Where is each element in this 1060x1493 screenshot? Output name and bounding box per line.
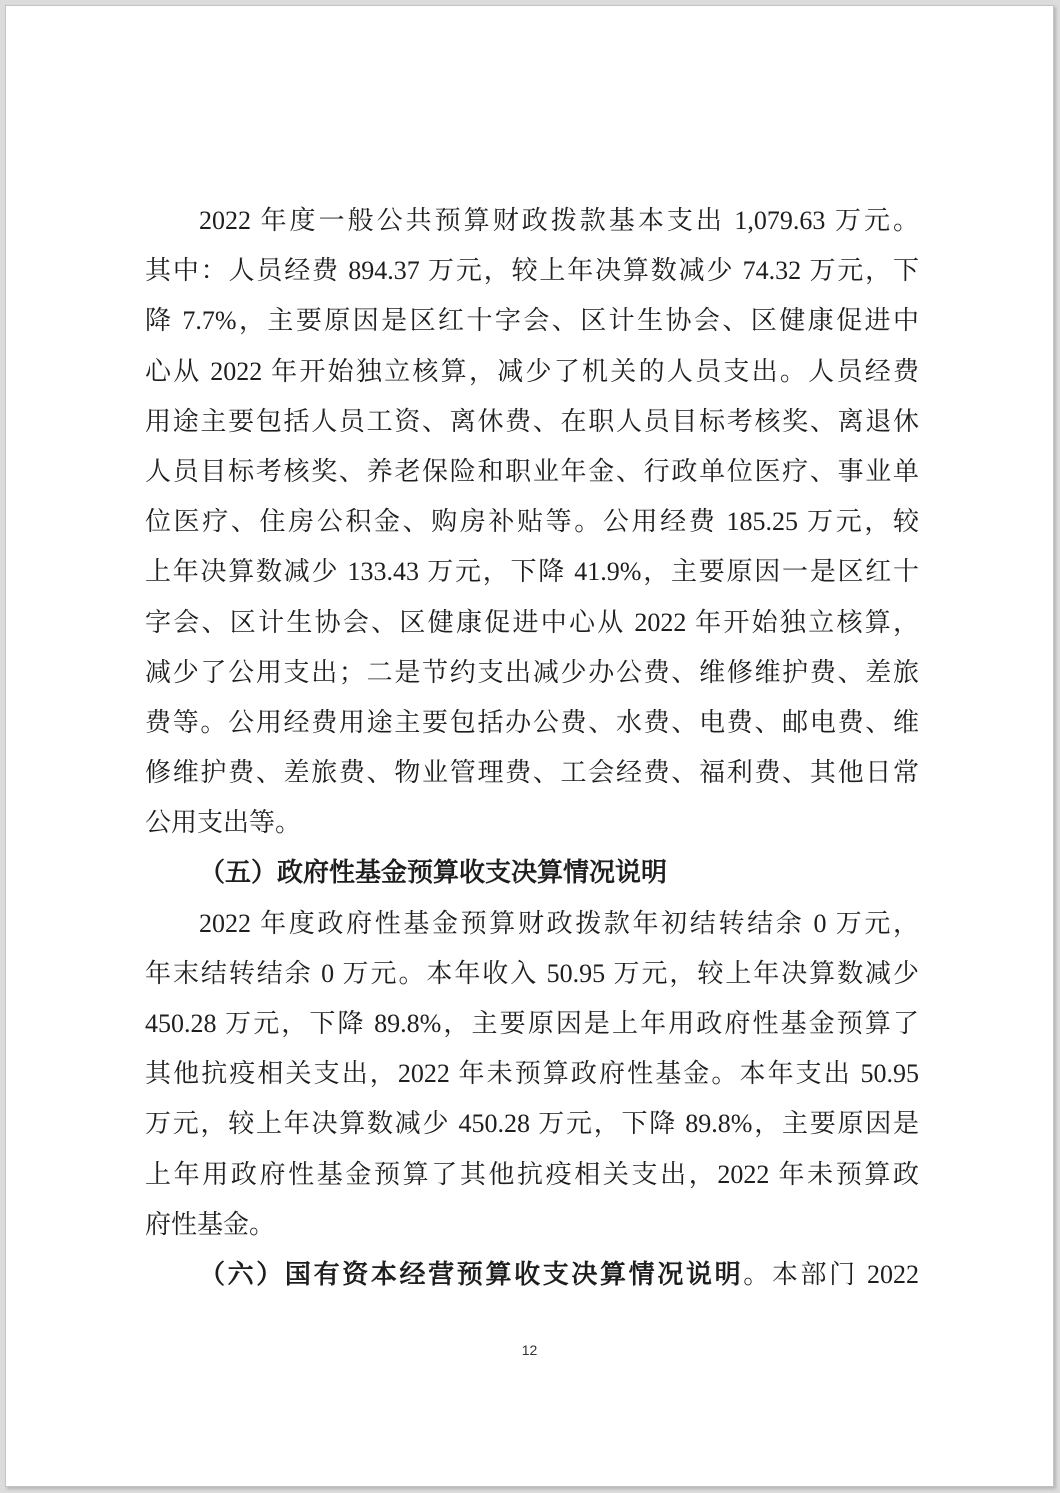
body-line: 万元，较上年决算数减少 450.28 万元，下降 89.8%，主要原因是 — [145, 1109, 919, 1139]
body-line: 2022 年度政府性基金预算财政拨款年初结转结余 0 万元， — [199, 908, 919, 938]
body-line: 心从 2022 年开始独立核算，减少了机关的人员支出。人员经费 — [145, 356, 919, 386]
body-line: 位医疗、住房公积金、购房补贴等。公用经费 185.25 万元，较 — [145, 507, 919, 537]
document-body — [145, 196, 919, 1300]
paragraph-government-fund — [145, 899, 919, 1250]
section-heading-government-fund: （五）政府性基金预算收支决算情况说明 — [199, 858, 668, 888]
body-line: 人员目标考核奖、养老保险和职业年金、行政单位医疗、事业单 — [145, 456, 919, 486]
body-line: 府性基金。 — [145, 1209, 276, 1239]
body-line: 字会、区计生协会、区健康促进中心从 2022 年开始独立核算， — [145, 607, 919, 637]
body-line: 费等。公用经费用途主要包括办公费、水费、电费、邮电费、维 — [145, 707, 919, 737]
body-line: 上年决算数减少 133.43 万元，下降 41.9%，主要原因一是区红十 — [145, 557, 919, 587]
body-line: 公用支出等。 — [145, 808, 302, 838]
page-number: 12 — [521, 1342, 538, 1358]
body-line: 降 7.7%，主要原因是区红十字会、区计生协会、区健康促进中 — [145, 306, 919, 336]
body-line: 用途主要包括人员工资、离休费、在职人员目标考核奖、离退休 — [145, 406, 919, 436]
body-line: 年末结转结余 0 万元。本年收入 50.95 万元，较上年决算数减少 — [145, 958, 919, 988]
document-page — [5, 5, 1054, 1487]
body-line: 2022 年度一般公共预算财政拨款基本支出 1,079.63 万元。 — [199, 206, 919, 235]
section-heading-state-capital — [145, 1250, 919, 1300]
body-line: 其他抗疫相关支出，2022 年未预算政府性基金。本年支出 50.95 — [145, 1059, 919, 1089]
body-line: 减少了公用支出；二是节约支出减少办公费、维修维护费、差旅 — [145, 657, 919, 687]
body-text: 。本部门 2022 — [743, 1259, 919, 1289]
section-heading-text: （六）国有资本经营预算收支决算情况说明 — [199, 1259, 744, 1289]
body-line: 其中：人员经费 894.37 万元，较上年决算数减少 74.32 万元，下 — [145, 256, 919, 286]
paragraph-general-budget-expenditure — [145, 196, 919, 848]
body-line: 修维护费、差旅费、物业管理费、工会经费、福利费、其他日常 — [145, 758, 919, 788]
body-line: 上年用政府性基金预算了其他抗疫相关支出，2022 年未预算政 — [145, 1159, 919, 1189]
body-line: 450.28 万元，下降 89.8%，主要原因是上年用政府性基金预算了 — [145, 1009, 919, 1038]
